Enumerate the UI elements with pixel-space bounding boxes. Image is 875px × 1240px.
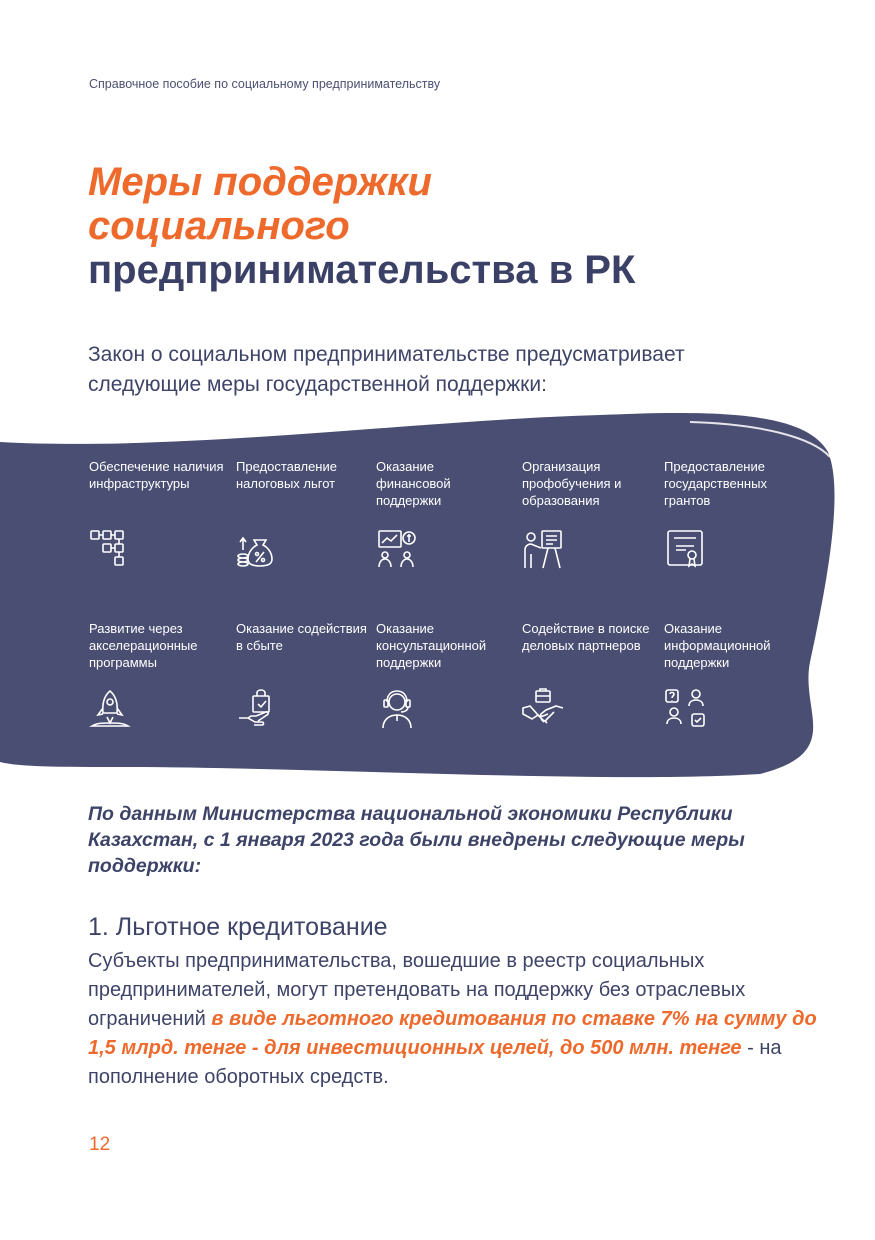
title-line-1: Меры поддержки	[88, 160, 432, 204]
measure-tax-benefits	[236, 458, 371, 492]
handshake-icon	[522, 688, 564, 730]
ministry-note: По данным Министерства национальной экономики Республики Казахстан, с 1 января 2023 года были внедрены следующие меры поддержки:	[88, 803, 745, 877]
page-title	[88, 160, 635, 292]
body-text-end: - на пополнение оборотных средств.	[88, 1037, 782, 1088]
title-line-2: социального	[88, 204, 350, 248]
measure-label: Предоставление государственных грантов	[664, 459, 767, 508]
running-head: Справочное пособие по социальному предпринимательству	[89, 77, 441, 91]
measure-infrastructure	[89, 458, 224, 492]
measure-label: Оказание информационной поддержки	[664, 621, 771, 670]
info-people-icon	[664, 688, 706, 730]
body-text-start: Субъекты предпринимательства, вошедшие в реестр социальных предпринимателей, могут претендовать на поддержку без отраслевых ограничений	[88, 950, 746, 1030]
measure-label: Оказание финансовой поддержки	[376, 459, 451, 508]
support-measures-panel	[0, 412, 875, 787]
shopping-bag-hand-icon	[236, 688, 278, 730]
measure-label: Оказание содействия в сбыте	[236, 621, 367, 653]
measure-sales-assistance	[236, 620, 371, 654]
measure-education	[522, 458, 657, 509]
measure-consulting	[376, 620, 511, 671]
body-text-highlight: в виде льготного кредитования по ставке 7% на сумму до 1,5 млрд. тенге - для инвестиционных целей, до 500 млн. тенге	[88, 1008, 817, 1059]
flowchart-icon	[89, 528, 131, 570]
financial-presentation-icon	[376, 528, 418, 570]
measure-label: Оказание консультационной поддержки	[376, 621, 487, 670]
measure-label: Развитие через акселерационные программы	[89, 621, 198, 670]
measure-information	[664, 620, 799, 671]
intro-paragraph: Закон о социальном предпринимательстве предусматривает следующие меры государственной поддержки:	[88, 343, 685, 396]
measure-label: Содействие в поиске деловых партнеров	[522, 621, 650, 653]
rocket-icon	[89, 688, 131, 730]
title-line-3: предпринимательства в РК	[88, 248, 636, 292]
measure-label: Обеспечение наличия инфраструктуры	[89, 459, 224, 491]
measure-financial-support	[376, 458, 511, 509]
section-heading: 1. Льготное кредитование	[88, 913, 388, 941]
measure-partner-search	[522, 620, 657, 654]
measure-label: Организация профобучения и образования	[522, 459, 622, 508]
grant-certificate-icon	[664, 528, 706, 570]
measure-label: Предоставление налоговых льгот	[236, 459, 337, 491]
page-number: 12	[89, 1134, 111, 1155]
measure-grants	[664, 458, 799, 509]
section-body	[88, 947, 828, 1092]
money-bag-percent-icon	[236, 528, 278, 570]
headset-operator-icon	[376, 688, 418, 730]
teacher-board-icon	[522, 528, 564, 570]
measure-acceleration	[89, 620, 224, 671]
